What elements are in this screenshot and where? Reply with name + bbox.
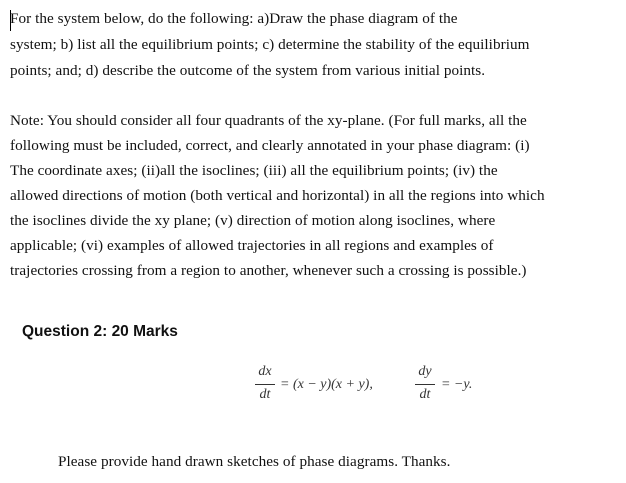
fraction-denominator: dt — [419, 387, 431, 402]
note-paragraph — [10, 112, 616, 292]
task-line: system; b) list all the equilibrium points; c) determine the stability of the equilibrium — [10, 36, 530, 53]
note-line: following must be included, correct, and clearly annotated in your phase diagram: (i) — [10, 137, 530, 154]
dy-dt-rhs: = −y. — [441, 377, 473, 392]
task-paragraph — [10, 10, 616, 90]
note-line: The coordinate axes; (ii)all the isoclines; (iii) all the equilibrium points; (iv) the — [10, 162, 498, 179]
fraction-bar — [415, 384, 435, 385]
note-line: trajectories crossing from a region to another, whenever such a crossing is possible.) — [10, 262, 527, 279]
fraction-numerator: dy — [418, 364, 432, 379]
note-line: applicable; (vi) examples of allowed trajectories in all regions and examples of — [10, 237, 494, 254]
fraction-numerator: dx — [258, 364, 272, 379]
fraction-denominator: dt — [259, 387, 271, 402]
note-line: the isoclines divide the xy plane; (v) direction of motion along isoclines, where — [10, 212, 496, 229]
task-line: For the system below, do the following: a)Draw the phase diagram of the — [10, 10, 458, 27]
closing-text: Please provide hand drawn sketches of phase diagrams. Thanks. — [58, 453, 451, 470]
note-line: allowed directions of motion (both vertical and horizontal) in all the regions into which — [10, 187, 545, 204]
note-line: Note: You should consider all four quadrants of the xy-plane. (For full marks, all the — [10, 112, 527, 129]
fraction-bar — [255, 384, 275, 385]
dx-dt-rhs: = (x − y)(x + y), — [280, 377, 373, 392]
task-line: points; and; d) describe the outcome of the system from various initial points. — [10, 62, 486, 79]
question-heading: Question 2: 20 Marks — [22, 323, 178, 340]
